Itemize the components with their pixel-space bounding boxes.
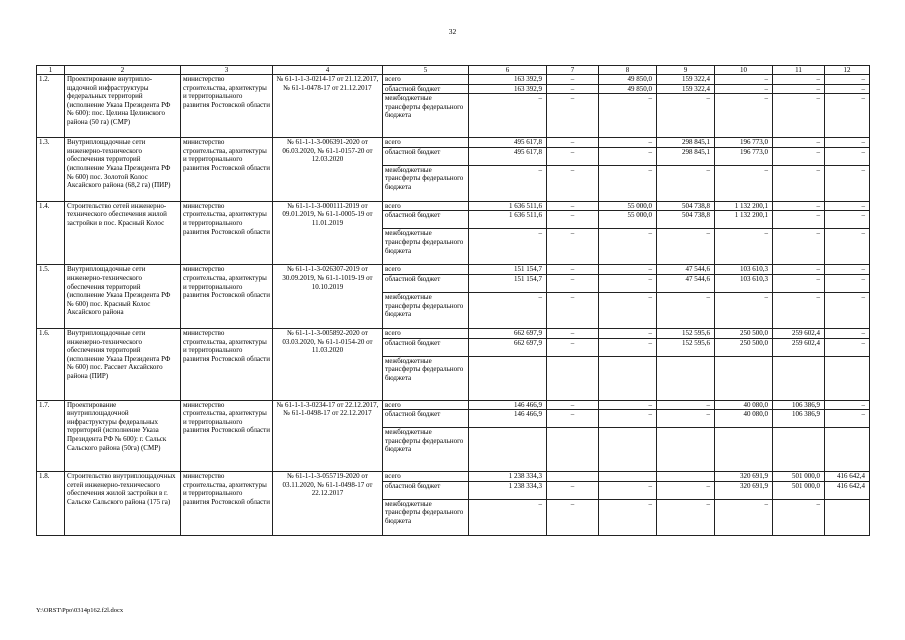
amount-col-7: – — [547, 499, 599, 535]
amount-col-12 — [825, 356, 870, 400]
amount-col-10: 250 500,0 — [715, 338, 773, 356]
amount-col-10: 196 773,0 — [715, 138, 773, 148]
item-executor: министерство строительства, архитектуры и территориального развития Ростовской области — [181, 472, 273, 536]
amount-col-7: – — [547, 338, 599, 356]
amount-col-9: – — [657, 481, 715, 499]
amount-total: – — [469, 292, 547, 328]
amount-total: 662 697,9 — [469, 338, 547, 356]
amount-col-12: 416 642,4 — [825, 481, 870, 499]
funding-source: областной бюджет — [383, 211, 469, 229]
item-number: 1.7. — [37, 400, 65, 472]
amount-col-10 — [715, 356, 773, 400]
item-number: 1.8. — [37, 472, 65, 536]
amount-col-11: – — [773, 138, 825, 148]
amount-col-8: – — [599, 265, 657, 275]
item-number: 1.2. — [37, 75, 65, 138]
amount-col-11: 259 602,4 — [773, 338, 825, 356]
amount-col-9: 298 845,1 — [657, 147, 715, 165]
funding-source: межбюджетные трансферты федерального бюджета — [383, 94, 469, 138]
amount-col-11: 501 000,0 — [773, 481, 825, 499]
amount-col-10: 1 132 200,1 — [715, 201, 773, 211]
amount-col-10: 40 080,0 — [715, 410, 773, 428]
amount-col-10: 40 080,0 — [715, 400, 773, 410]
item-executor: министерство строительства, архитектуры и территориального развития Ростовской области — [181, 75, 273, 138]
funding-source: межбюджетные трансферты федерального бюджета — [383, 165, 469, 201]
funding-source: межбюджетные трансферты федерального бюджета — [383, 229, 469, 265]
column-number: 6 — [469, 66, 547, 75]
amount-col-10: – — [715, 94, 773, 138]
amount-col-11: – — [773, 165, 825, 201]
amount-total: 146 466,9 — [469, 400, 547, 410]
amount-col-11: – — [773, 265, 825, 275]
amount-col-12: – — [825, 94, 870, 138]
amount-total: – — [469, 229, 547, 265]
amount-col-9: – — [657, 229, 715, 265]
amount-total — [469, 428, 547, 472]
amount-col-12: – — [825, 165, 870, 201]
funding-source: областной бюджет — [383, 147, 469, 165]
column-number: 8 — [599, 66, 657, 75]
page-number: 32 — [448, 27, 457, 36]
item-number: 1.4. — [37, 201, 65, 265]
amount-col-9: 159 322,4 — [657, 75, 715, 85]
amount-col-10: 103 610,3 — [715, 274, 773, 292]
amount-col-11: – — [773, 499, 825, 535]
amount-col-11 — [773, 428, 825, 472]
amount-col-8 — [599, 428, 657, 472]
amount-col-11: – — [773, 229, 825, 265]
amount-col-11: 259 602,4 — [773, 328, 825, 338]
table-row — [37, 328, 870, 338]
amount-col-11: – — [773, 274, 825, 292]
item-executor: министерство строительства, архитектуры и территориального развития Ростовской области — [181, 201, 273, 265]
table-row — [37, 201, 870, 211]
amount-col-7 — [547, 472, 599, 482]
amount-col-9: 47 544,6 — [657, 265, 715, 275]
amount-col-10: – — [715, 75, 773, 85]
column-number: 1 — [37, 66, 65, 75]
amount-col-10: – — [715, 292, 773, 328]
amount-col-9: 159 322,4 — [657, 84, 715, 94]
column-number: 11 — [773, 66, 825, 75]
amount-col-11: 106 386,9 — [773, 400, 825, 410]
amount-col-8: – — [599, 229, 657, 265]
table-row — [37, 472, 870, 482]
item-documents: № 61-1-1-3-006391-2020 от 06.03.2020, № 61-1-0157-20 от 12.03.2020 — [273, 138, 383, 202]
item-number: 1.6. — [37, 328, 65, 400]
funding-source: межбюджетные трансферты федерального бюджета — [383, 292, 469, 328]
amount-col-8: – — [599, 338, 657, 356]
amount-col-12 — [825, 499, 870, 535]
item-name: Проектирование внутрипло-щадочной инфраструктуры федеральных территорий (исполнение Указа Президента РФ № 600): пос. Целина Целинского района (50 га) (СМР) — [65, 75, 181, 138]
amount-col-11: – — [773, 75, 825, 85]
amount-col-8: – — [599, 147, 657, 165]
column-number: 5 — [383, 66, 469, 75]
funding-source: всего — [383, 400, 469, 410]
amount-col-9: 152 595,6 — [657, 328, 715, 338]
column-number: 10 — [715, 66, 773, 75]
amount-col-7 — [547, 428, 599, 472]
amount-col-12: – — [825, 292, 870, 328]
amount-col-11: – — [773, 201, 825, 211]
amount-col-7: – — [547, 328, 599, 338]
item-documents: № 61-1-1-3-000111-2019 от 09.01.2019, № 61-1-0005-19 от 11.01.2019 — [273, 201, 383, 265]
amount-col-11: – — [773, 94, 825, 138]
amount-col-10 — [715, 428, 773, 472]
funding-source: областной бюджет — [383, 84, 469, 94]
table-row — [37, 75, 870, 85]
amount-col-7: – — [547, 165, 599, 201]
item-name: Строительство внутриплощадочных сетей инженерно-технического обеспечения жилой застройки в г. Сальске Сальского района (175 га) — [65, 472, 181, 536]
amount-col-7: – — [547, 94, 599, 138]
column-number: 9 — [657, 66, 715, 75]
amount-col-12: – — [825, 229, 870, 265]
amount-col-9: – — [657, 165, 715, 201]
item-number: 1.5. — [37, 265, 65, 329]
amount-col-12: – — [825, 274, 870, 292]
amount-col-9: – — [657, 499, 715, 535]
amount-col-10: 320 691,9 — [715, 472, 773, 482]
funding-source: всего — [383, 472, 469, 482]
amount-col-9: 47 544,6 — [657, 274, 715, 292]
amount-col-8: – — [599, 138, 657, 148]
table-row — [37, 400, 870, 410]
amount-col-11: 501 000,0 — [773, 472, 825, 482]
item-documents: № 61-1-1-3-0214-17 от 21.12.2017, № 61-1-0478-17 от 21.12.2017 — [273, 75, 383, 138]
amount-col-12: 416 642,4 — [825, 472, 870, 482]
amount-total: 1 636 511,6 — [469, 201, 547, 211]
amount-col-10: 103 610,3 — [715, 265, 773, 275]
amount-col-12: – — [825, 201, 870, 211]
amount-col-7: – — [547, 292, 599, 328]
amount-col-8: – — [599, 165, 657, 201]
amount-col-9: – — [657, 400, 715, 410]
amount-total: 495 617,8 — [469, 147, 547, 165]
amount-col-8: 55 000,0 — [599, 211, 657, 229]
amount-col-12: – — [825, 211, 870, 229]
amount-col-8: 49 850,0 — [599, 75, 657, 85]
column-number: 7 — [547, 66, 599, 75]
amount-col-12 — [825, 428, 870, 472]
table-row — [37, 138, 870, 148]
amount-col-10: 250 500,0 — [715, 328, 773, 338]
amount-col-7: – — [547, 400, 599, 410]
amount-col-8: 49 850,0 — [599, 84, 657, 94]
amount-col-7: – — [547, 410, 599, 428]
table-row — [37, 265, 870, 275]
amount-col-10: 196 773,0 — [715, 147, 773, 165]
amount-total: 495 617,8 — [469, 138, 547, 148]
item-executor: министерство строительства, архитектуры и территориального развития Ростовской области — [181, 328, 273, 400]
amount-col-9: 298 845,1 — [657, 138, 715, 148]
amount-col-10: – — [715, 229, 773, 265]
amount-col-8: – — [599, 94, 657, 138]
amount-total: 146 466,9 — [469, 410, 547, 428]
amount-col-12: – — [825, 410, 870, 428]
item-documents: № 61-1-1-3-055719-2020 от 03.11.2020, № 61-1-0498-17 от 22.12.2017 — [273, 472, 383, 536]
amount-col-9: 504 738,8 — [657, 211, 715, 229]
amount-col-7: – — [547, 481, 599, 499]
amount-col-12: – — [825, 147, 870, 165]
item-number: 1.3. — [37, 138, 65, 202]
amount-total — [469, 356, 547, 400]
funding-source: всего — [383, 265, 469, 275]
file-path-footer: Y:\ORST\Ppo\0314p162.f2l.docx — [36, 607, 124, 614]
amount-col-8 — [599, 472, 657, 482]
funding-source: всего — [383, 328, 469, 338]
amount-col-8: – — [599, 410, 657, 428]
amount-total: 662 697,9 — [469, 328, 547, 338]
amount-col-10: – — [715, 84, 773, 94]
amount-col-7: – — [547, 265, 599, 275]
amount-col-7: – — [547, 84, 599, 94]
column-number: 12 — [825, 66, 870, 75]
amount-total: 1 636 511,6 — [469, 211, 547, 229]
amount-col-10: – — [715, 165, 773, 201]
amount-col-11: – — [773, 147, 825, 165]
amount-total: 1 238 334,3 — [469, 472, 547, 482]
amount-total: 163 392,9 — [469, 75, 547, 85]
funding-source: всего — [383, 138, 469, 148]
item-documents: № 61-1-1-3-026307-2019 от 30.09.2019, № 61-1-1019-19 от 10.10.2019 — [273, 265, 383, 329]
funding-source: областной бюджет — [383, 410, 469, 428]
item-executor: министерство строительства, архитектуры и территориального развития Ростовской области — [181, 265, 273, 329]
funding-source: областной бюджет — [383, 274, 469, 292]
amount-col-9: 152 595,6 — [657, 338, 715, 356]
amount-col-9 — [657, 472, 715, 482]
amount-col-10: 320 691,9 — [715, 481, 773, 499]
amount-col-8: – — [599, 400, 657, 410]
amount-col-12: – — [825, 265, 870, 275]
item-name: Строительство сетей инженерно-технического обеспечения жилой застройки в пос. Красный Колос — [65, 201, 181, 265]
amount-col-7: – — [547, 147, 599, 165]
amount-col-8: – — [599, 274, 657, 292]
amount-col-9: – — [657, 292, 715, 328]
amount-col-12: – — [825, 328, 870, 338]
amount-col-8: 55 000,0 — [599, 201, 657, 211]
amount-total: 163 392,9 — [469, 84, 547, 94]
amount-col-12: – — [825, 84, 870, 94]
amount-col-12: – — [825, 338, 870, 356]
column-number-row — [37, 66, 870, 75]
item-executor: министерство строительства, архитектуры и территориального развития Ростовской области — [181, 400, 273, 472]
amount-col-8: – — [599, 481, 657, 499]
amount-col-7: – — [547, 211, 599, 229]
amount-col-11: 106 386,9 — [773, 410, 825, 428]
amount-col-12: – — [825, 400, 870, 410]
amount-col-8: – — [599, 499, 657, 535]
amount-total: 151 154,7 — [469, 274, 547, 292]
column-number: 4 — [273, 66, 383, 75]
funding-source: межбюджетные трансферты федерального бюджета — [383, 356, 469, 400]
amount-col-7: – — [547, 229, 599, 265]
item-name: Внутриплощадочные сети инженерно-технического обеспечения территорий (исполнение Указа Президента РФ № 600) пос. Золотой Колос Аксайского района (68,2 га) (ПИР) — [65, 138, 181, 202]
item-executor: министерство строительства, архитектуры и территориального развития Ростовской области — [181, 138, 273, 202]
amount-col-7: – — [547, 201, 599, 211]
funding-source: областной бюджет — [383, 338, 469, 356]
amount-col-12: – — [825, 138, 870, 148]
amount-col-7 — [547, 356, 599, 400]
amount-col-7: – — [547, 138, 599, 148]
funding-source: всего — [383, 75, 469, 85]
amount-total: 1 238 334,3 — [469, 481, 547, 499]
amount-col-11: – — [773, 84, 825, 94]
amount-col-10: – — [715, 499, 773, 535]
amount-col-12: – — [825, 75, 870, 85]
amount-col-10: 1 132 200,1 — [715, 211, 773, 229]
amount-col-9: – — [657, 410, 715, 428]
amount-col-7: – — [547, 274, 599, 292]
column-number: 3 — [181, 66, 273, 75]
program-table — [36, 65, 870, 536]
amount-col-8: – — [599, 328, 657, 338]
amount-total: – — [469, 499, 547, 535]
amount-total: 151 154,7 — [469, 265, 547, 275]
amount-col-11: – — [773, 211, 825, 229]
item-documents: № 61-1-1-3-0234-17 от 22.12.2017, № 61-1-0498-17 от 22.12.2017 — [273, 400, 383, 472]
column-number: 2 — [65, 66, 181, 75]
item-documents: № 61-1-1-3-005892-2020 от 03.03.2020, № 61-1-0154-20 от 11.03.2020 — [273, 328, 383, 400]
amount-col-11: – — [773, 292, 825, 328]
amount-col-9: 504 738,8 — [657, 201, 715, 211]
amount-col-9 — [657, 428, 715, 472]
amount-col-8 — [599, 356, 657, 400]
amount-total: – — [469, 165, 547, 201]
amount-col-8: – — [599, 292, 657, 328]
funding-source: межбюджетные трансферты федерального бюджета — [383, 428, 469, 472]
item-name: Проектирование внутриплощадочной инфраструктуры федеральных территорий (исполнение Указа Президента РФ № 600): г. Сальск Сальского района (50га) (СМР) — [65, 400, 181, 472]
amount-col-7: – — [547, 75, 599, 85]
item-name: Внутриплощадочные сети инженерно-технического обеспечения территорий (исполнение Указа Президента РФ № 600) пос. Рассвет Аксайского района (ПИР) — [65, 328, 181, 400]
funding-source: межбюджетные трансферты федерального бюджета — [383, 499, 469, 535]
item-name: Внутриплощадочные сети инженерно-технического обеспечения территорий (исполнение Указа Президента РФ № 600) пос. Красный Колос Аксайского района — [65, 265, 181, 329]
amount-col-9: – — [657, 94, 715, 138]
amount-total: – — [469, 94, 547, 138]
funding-source: всего — [383, 201, 469, 211]
amount-col-9 — [657, 356, 715, 400]
amount-col-11 — [773, 356, 825, 400]
funding-source: областной бюджет — [383, 481, 469, 499]
